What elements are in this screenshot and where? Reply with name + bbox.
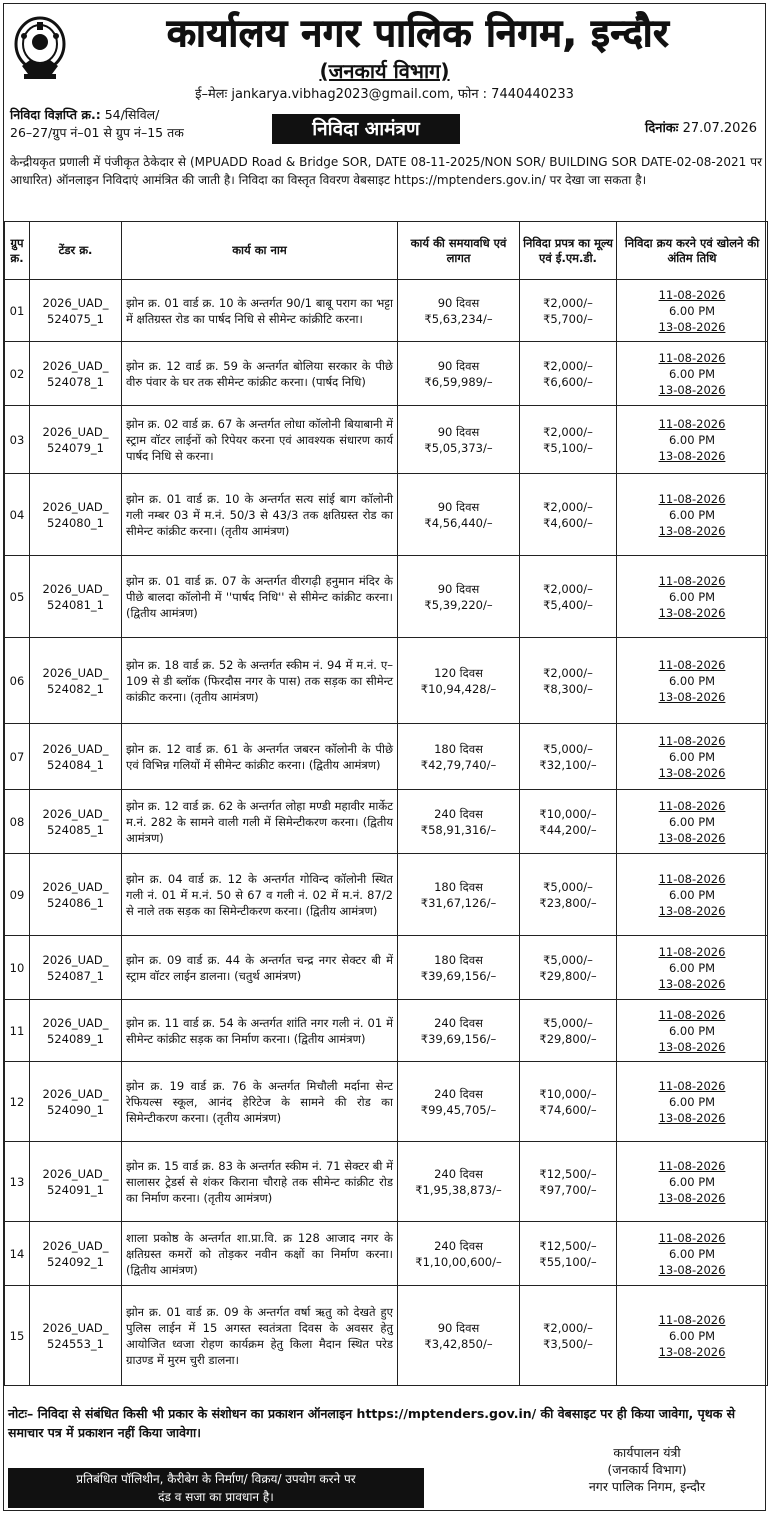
last-time: 6.00 PM	[668, 1246, 716, 1261]
table-row	[5, 1142, 768, 1222]
contact-line: ई–मेलः jankarya.vibhag2023@gmail.com, फोन : 7440440233	[195, 87, 574, 102]
last-time: 6.00 PM	[668, 673, 716, 688]
table-row	[5, 724, 768, 790]
table-row	[5, 854, 768, 936]
last-dates	[617, 342, 768, 406]
tender-number-suffix: 524079_1	[47, 440, 104, 455]
purchase-last-date: 11-08-2026	[658, 287, 726, 302]
work-cost: ₹42,79,740/–	[420, 757, 497, 772]
tender-number-prefix: 2026_UAD_	[42, 1320, 109, 1335]
work-duration: 240 दिवस	[434, 1166, 483, 1181]
group-number: 08	[5, 790, 30, 854]
work-cost: ₹39,69,156/–	[420, 968, 497, 983]
emd-amount: ₹6,600/–	[543, 374, 593, 389]
work-duration: 180 दिवस	[434, 879, 483, 894]
tender-number	[30, 556, 122, 638]
table-row	[5, 474, 768, 556]
fee-emd	[520, 790, 617, 854]
duration-cost	[398, 854, 520, 936]
opening-date: 13-08-2026	[658, 1039, 726, 1054]
opening-date: 13-08-2026	[658, 976, 726, 991]
form-fee: ₹10,000/–	[539, 806, 597, 821]
work-description: झोन क्र. 01 वार्ड क्र. 09 के अन्तर्गत वर्षा ऋतु को देखते हुए पुलिस लाईन में 15 अगस्त स्वतंत्रता दिवस के अवसर हेतु आयोजित ध्वजा रोहण कार्यक्रम हेतु किला मैदान स्थित परेड ग्राउण्ड में मुरम चुरी डालना।	[122, 1286, 398, 1386]
work-duration: 180 दिवस	[434, 741, 483, 756]
work-description: झोन क्र. 01 वार्ड क्र. 07 के अन्तर्गत वीरगढ़ी हनुमान मंदिर के पीछे बालदा कॉलोनी में ''पार्षद निधि'' से सीमेन्ट कांक्रीट करना। (द्वितीय आमंत्रण)	[122, 556, 398, 638]
work-cost: ₹99,45,705/–	[420, 1102, 497, 1117]
purchase-last-date: 11-08-2026	[658, 871, 726, 886]
tender-number-suffix: 524091_1	[47, 1182, 104, 1197]
signature-block	[547, 1444, 747, 1495]
emd-amount: ₹4,600/–	[543, 515, 593, 530]
work-cost: ₹31,67,126/–	[420, 895, 497, 910]
work-description: झोन क्र. 18 वार्ड क्र. 52 के अन्तर्गत स्कीम नं. 94 में म.नं. ए–109 से डी ब्लॉक (फिरदौस नगर के पास) तक सड़क का सीमेन्ट कांक्रीट करना। (तृतीय आमंत्रण)	[122, 638, 398, 724]
opening-date: 13-08-2026	[658, 830, 726, 845]
opening-date: 13-08-2026	[658, 523, 726, 538]
work-duration: 240 दिवस	[434, 806, 483, 821]
opening-date: 13-08-2026	[658, 903, 726, 918]
form-fee: ₹2,000/–	[543, 665, 593, 680]
emd-amount: ₹29,800/–	[539, 968, 597, 983]
table-row	[5, 280, 768, 342]
signatory-title: कार्यपालन यंत्री	[613, 1445, 681, 1460]
work-duration: 120 दिवस	[434, 665, 483, 680]
last-dates	[617, 854, 768, 936]
work-cost: ₹5,05,373/–	[424, 440, 493, 455]
form-fee: ₹2,000/–	[543, 424, 593, 439]
last-time: 6.00 PM	[668, 749, 716, 764]
last-dates	[617, 1062, 768, 1142]
tender-number-prefix: 2026_UAD_	[42, 581, 109, 596]
duration-cost	[398, 638, 520, 724]
tender-number-prefix: 2026_UAD_	[42, 1238, 109, 1253]
last-time: 6.00 PM	[668, 1328, 716, 1343]
tender-number-prefix: 2026_UAD_	[42, 879, 109, 894]
emd-amount: ₹29,800/–	[539, 1031, 597, 1046]
form-fee: ₹2,000/–	[543, 358, 593, 373]
emd-amount: ₹97,700/–	[539, 1182, 597, 1197]
fee-emd	[520, 1142, 617, 1222]
emd-amount: ₹3,500/–	[543, 1336, 593, 1351]
tender-number	[30, 790, 122, 854]
purchase-last-date: 11-08-2026	[658, 798, 726, 813]
tender-number	[30, 1000, 122, 1062]
last-time: 6.00 PM	[668, 1023, 716, 1038]
reference-label: निविदा विज्ञप्ति क्र.:	[10, 107, 101, 122]
tender-number	[30, 638, 122, 724]
opening-date: 13-08-2026	[658, 689, 726, 704]
purchase-last-date: 11-08-2026	[658, 1158, 726, 1173]
tender-number-suffix: 524086_1	[47, 895, 104, 910]
notice-date	[645, 120, 757, 138]
header-tender: टेंडर क्र.	[30, 222, 122, 280]
work-cost: ₹1,95,38,873/–	[415, 1182, 502, 1197]
form-fee: ₹2,000/–	[543, 295, 593, 310]
tender-table	[4, 221, 768, 1386]
work-description: झोन क्र. 01 वार्ड क्र. 10 के अन्तर्गत 90/1 बाबू पराग का भट्टा में क्षतिग्रस्त रोड का पार्षद निधि से सीमेन्ट कांक्रीटि करना।	[122, 280, 398, 342]
last-dates	[617, 474, 768, 556]
banner-line-1: प्रतिबंधित पॉलिथीन, कैरीबेग के निर्माण/ विक्रय/ उपयोग करने पर	[76, 1472, 356, 1486]
tender-number-prefix: 2026_UAD_	[42, 1015, 109, 1030]
notice-heading: निविदा आमंत्रण	[272, 114, 460, 144]
opening-date: 13-08-2026	[658, 765, 726, 780]
tender-notice-page	[3, 3, 766, 1511]
opening-date: 13-08-2026	[658, 448, 726, 463]
group-number: 12	[5, 1062, 30, 1142]
opening-date: 13-08-2026	[658, 605, 726, 620]
form-fee: ₹5,000/–	[543, 1015, 593, 1030]
last-time: 6.00 PM	[668, 589, 716, 604]
tender-number	[30, 1222, 122, 1286]
duration-cost	[398, 280, 520, 342]
table-row	[5, 638, 768, 724]
work-description: झोन क्र. 12 वार्ड क्र. 59 के अन्तर्गत बोलिया सरकार के पीछे वीरु पंवार के घर तक सीमेन्ट कांक्रीट करना। (पार्षद निधि)	[122, 342, 398, 406]
last-dates	[617, 280, 768, 342]
table-row	[5, 1000, 768, 1062]
purchase-last-date: 11-08-2026	[658, 573, 726, 588]
emd-amount: ₹23,800/–	[539, 895, 597, 910]
fee-emd	[520, 342, 617, 406]
last-dates	[617, 936, 768, 1000]
fee-emd	[520, 1062, 617, 1142]
work-duration: 90 दिवस	[437, 295, 480, 310]
form-fee: ₹2,000/–	[543, 1320, 593, 1335]
polythene-ban-banner	[8, 1468, 424, 1508]
emd-amount: ₹74,600/–	[539, 1102, 597, 1117]
last-time: 6.00 PM	[668, 814, 716, 829]
work-cost: ₹4,56,440/–	[424, 515, 493, 530]
work-description: झोन क्र. 11 वार्ड क्र. 54 के अन्तर्गत शांति नगर गली नं. 01 में सीमेन्ट कांक्रीट सड़क का निर्माण करना। (द्वितीय आमंत्रण)	[122, 1000, 398, 1062]
tender-number-prefix: 2026_UAD_	[42, 1166, 109, 1181]
tender-number-suffix: 524075_1	[47, 311, 104, 326]
tender-number-suffix: 524085_1	[47, 822, 104, 837]
notice-header	[4, 8, 765, 104]
emd-amount: ₹55,100/–	[539, 1254, 597, 1269]
fee-emd	[520, 638, 617, 724]
tender-number	[30, 724, 122, 790]
table-row	[5, 936, 768, 1000]
opening-date: 13-08-2026	[658, 1110, 726, 1125]
table-row	[5, 406, 768, 474]
tender-number	[30, 474, 122, 556]
duration-cost	[398, 406, 520, 474]
tender-number	[30, 342, 122, 406]
purchase-last-date: 11-08-2026	[658, 1312, 726, 1327]
tender-number-suffix: 524553_1	[47, 1336, 104, 1351]
fee-emd	[520, 1286, 617, 1386]
work-cost: ₹6,59,989/–	[424, 374, 493, 389]
tender-number-prefix: 2026_UAD_	[42, 665, 109, 680]
fee-emd	[520, 724, 617, 790]
tender-number-suffix: 524080_1	[47, 515, 104, 530]
duration-cost	[398, 1142, 520, 1222]
last-dates	[617, 1222, 768, 1286]
purchase-last-date: 11-08-2026	[658, 657, 726, 672]
fee-emd	[520, 280, 617, 342]
group-number: 02	[5, 342, 30, 406]
table-header-row	[5, 222, 768, 280]
work-cost: ₹5,39,220/–	[424, 597, 493, 612]
form-fee: ₹5,000/–	[543, 879, 593, 894]
banner-line-2: दंड व सजा का प्रावधान है।	[158, 1490, 274, 1504]
header-cost: कार्य की समयावधि एवं लागत	[398, 222, 520, 280]
last-dates	[617, 1000, 768, 1062]
last-time: 6.00 PM	[668, 887, 716, 902]
table-row	[5, 556, 768, 638]
tender-number-suffix: 524081_1	[47, 597, 104, 612]
emd-amount: ₹5,700/–	[543, 311, 593, 326]
date-label: दिनांकः	[644, 121, 679, 136]
purchase-last-date: 11-08-2026	[658, 1007, 726, 1022]
header-work: कार्य का नाम	[122, 222, 398, 280]
last-dates	[617, 638, 768, 724]
purchase-last-date: 11-08-2026	[658, 416, 726, 431]
duration-cost	[398, 1000, 520, 1062]
work-cost: ₹5,63,234/–	[424, 311, 493, 326]
form-fee: ₹5,000/–	[543, 952, 593, 967]
tender-number-prefix: 2026_UAD_	[42, 952, 109, 967]
form-fee: ₹12,500/–	[539, 1166, 597, 1181]
tender-number	[30, 1286, 122, 1386]
tender-number	[30, 1062, 122, 1142]
work-duration: 240 दिवस	[434, 1238, 483, 1253]
table-row	[5, 1286, 768, 1386]
duration-cost	[398, 1062, 520, 1142]
group-number: 10	[5, 936, 30, 1000]
fee-emd	[520, 474, 617, 556]
tender-number-suffix: 524090_1	[47, 1102, 104, 1117]
last-time: 6.00 PM	[668, 960, 716, 975]
header-date: निविदा क्रय करने एवं खोलने की अंतिम तिथि	[617, 222, 768, 280]
last-time: 6.00 PM	[668, 432, 716, 447]
group-number: 15	[5, 1286, 30, 1386]
last-time: 6.00 PM	[668, 1094, 716, 1109]
tender-number-suffix: 524092_1	[47, 1254, 104, 1269]
header-group: ग्रुप क्र.	[5, 222, 30, 280]
department-subtitle: (जनकार्य विभाग)	[319, 59, 450, 83]
form-fee: ₹12,500/–	[539, 1238, 597, 1253]
table-row	[5, 1222, 768, 1286]
fee-emd	[520, 556, 617, 638]
opening-date: 13-08-2026	[658, 1262, 726, 1277]
emd-amount: ₹5,100/–	[543, 440, 593, 455]
tender-number-suffix: 524078_1	[47, 374, 104, 389]
work-duration: 90 दिवस	[437, 424, 480, 439]
tender-number-prefix: 2026_UAD_	[42, 295, 109, 310]
duration-cost	[398, 1222, 520, 1286]
tender-number	[30, 1142, 122, 1222]
purchase-last-date: 11-08-2026	[658, 733, 726, 748]
work-duration: 90 दिवस	[437, 1320, 480, 1335]
tender-number-suffix: 524089_1	[47, 1031, 104, 1046]
duration-cost	[398, 556, 520, 638]
group-number: 14	[5, 1222, 30, 1286]
tender-number	[30, 854, 122, 936]
group-number: 05	[5, 556, 30, 638]
office-title: कार्यालय नगर पालिक निगम, इन्दौर	[166, 11, 670, 55]
tender-number-suffix: 524084_1	[47, 757, 104, 772]
work-description: झोन क्र. 02 वार्ड क्र. 67 के अन्तर्गत लोधा कॉलोनी बियाबानी में स्ट्राम वॉटर लाईनों को रिपेयर करना एवं आवश्यक संधारण कार्य पार्षद निधि से करना।	[122, 406, 398, 474]
duration-cost	[398, 342, 520, 406]
work-duration: 180 दिवस	[434, 952, 483, 967]
emd-amount: ₹8,300/–	[543, 681, 593, 696]
work-cost: ₹10,94,428/–	[420, 681, 497, 696]
fee-emd	[520, 1222, 617, 1286]
tender-number-suffix: 524087_1	[47, 968, 104, 983]
notice-reference	[10, 106, 270, 142]
last-time: 6.00 PM	[668, 507, 716, 522]
group-number: 01	[5, 280, 30, 342]
work-description: झोन क्र. 19 वार्ड क्र. 76 के अन्तर्गत मिचौली मर्दाना सेन्ट रेफियल्स स्कूल, आनंद हेरिटेज के सामने की रोड का सिमेन्टीकरण करना। (तृतीय आमंत्रण)	[122, 1062, 398, 1142]
group-number: 06	[5, 638, 30, 724]
last-dates	[617, 790, 768, 854]
work-description: झोन क्र. 12 वार्ड क्र. 61 के अन्तर्गत जबरन कॉलोनी के पीछे एवं विभिन्न गलियों में सीमेन्ट कांक्रीट करना। (द्वितीय आमंत्रण)	[122, 724, 398, 790]
last-dates	[617, 1286, 768, 1386]
emd-amount: ₹32,100/–	[539, 757, 597, 772]
work-duration: 90 दिवस	[437, 358, 480, 373]
work-duration: 240 दिवस	[434, 1086, 483, 1101]
purchase-last-date: 11-08-2026	[658, 1078, 726, 1093]
last-dates	[617, 406, 768, 474]
work-cost: ₹1,10,00,600/–	[415, 1254, 502, 1269]
opening-date: 13-08-2026	[658, 382, 726, 397]
reference-value: 54/सिविल/	[104, 107, 160, 122]
tender-number-suffix: 524082_1	[47, 681, 104, 696]
last-time: 6.00 PM	[668, 1174, 716, 1189]
purchase-last-date: 11-08-2026	[658, 1230, 726, 1245]
last-dates	[617, 1142, 768, 1222]
fee-emd	[520, 1000, 617, 1062]
last-dates	[617, 724, 768, 790]
work-description: झोन क्र. 09 वार्ड क्र. 44 के अन्तर्गत चन्द्र नगर सेक्टर बी में स्ट्राम वॉटर लाईन डालना। (चतुर्थ आमंत्रण)	[122, 936, 398, 1000]
opening-date: 13-08-2026	[658, 1190, 726, 1205]
tender-number	[30, 936, 122, 1000]
duration-cost	[398, 790, 520, 854]
work-cost: ₹39,69,156/–	[420, 1031, 497, 1046]
form-fee: ₹10,000/–	[539, 1086, 597, 1101]
fee-emd	[520, 406, 617, 474]
table-row	[5, 790, 768, 854]
intro-paragraph: केन्द्रीयकृत प्रणाली में पंजीकृत ठेकेदार से (MPUADD Road & Bridge SOR, DATE 08-11-2025/NON SOR/ BUILDING SOR DATE-02-08-2021 पर आधारित) ऑनलाइन निविदाएं आमंत्रित की जाती है। निविदा का विस्तृत विवरण वेबसाइट https://mptenders.gov.in/ पर देखा जा सकता है।	[10, 155, 762, 187]
work-description: शाला प्रकोष्ठ के अन्तर्गत शा.प्रा.वि. क्र 128 आजाद नगर के क्षतिग्रस्त कमरों को तोड़कर नवीन कक्षों का निर्माण करना। (द्वितीय आमंत्रण)	[122, 1222, 398, 1286]
date-value: 27.07.2026	[682, 121, 757, 136]
duration-cost	[398, 1286, 520, 1386]
group-number: 09	[5, 854, 30, 936]
duration-cost	[398, 724, 520, 790]
tender-number-prefix: 2026_UAD_	[42, 358, 109, 373]
purchase-last-date: 11-08-2026	[658, 350, 726, 365]
purchase-last-date: 11-08-2026	[658, 944, 726, 959]
signatory-organization: नगर पालिक निगम, इन्दौर	[588, 1479, 706, 1494]
work-duration: 240 दिवस	[434, 1015, 483, 1030]
opening-date: 13-08-2026	[658, 319, 726, 334]
tender-number-prefix: 2026_UAD_	[42, 499, 109, 514]
work-description: झोन क्र. 12 वार्ड क्र. 62 के अन्तर्गत लोहा मण्डी महावीर मार्केट म.नं. 282 के सामने वाली गली में सिमेन्टीकरण करना। (द्वितीय आमंत्रण)	[122, 790, 398, 854]
form-fee: ₹2,000/–	[543, 581, 593, 596]
group-number: 07	[5, 724, 30, 790]
footer-note: नोटः– निविदा से संबंधित किसी भी प्रकार के संशोधन का प्रकाशन ऑनलाइन https://mptenders.gov.in/ की वेबसाइट पर ही किया जावेगा, पृथक से समाचार पत्र में प्रकाशन नहीं किया जावेगा।	[8, 1406, 736, 1440]
work-description: झोन क्र. 15 वार्ड क्र. 83 के अन्तर्गत स्कीम नं. 71 सेक्टर बी में सालासर ट्रेडर्स से शंकर किराना चौराहे तक सीमेन्ट कांक्रीट रोड का निर्माण करना। (तृतीय आमंत्रण)	[122, 1142, 398, 1222]
group-number: 04	[5, 474, 30, 556]
tender-number-prefix: 2026_UAD_	[42, 424, 109, 439]
header-fee: निविदा प्रपत्र का मूल्य एवं ई.एम.डी.	[520, 222, 617, 280]
opening-date: 13-08-2026	[658, 1344, 726, 1359]
tender-number	[30, 406, 122, 474]
last-time: 6.00 PM	[668, 303, 716, 318]
work-cost: ₹3,42,850/–	[424, 1336, 493, 1351]
last-time: 6.00 PM	[668, 366, 716, 381]
duration-cost	[398, 936, 520, 1000]
duration-cost	[398, 474, 520, 556]
tender-number-prefix: 2026_UAD_	[42, 806, 109, 821]
form-fee: ₹5,000/–	[543, 741, 593, 756]
form-fee: ₹2,000/–	[543, 499, 593, 514]
work-description: झोन क्र. 04 वार्ड क्र. 12 के अन्तर्गत गोविन्द कॉलोनी स्थित गली नं. 01 में म.नं. 50 से 67 व गली नं. 02 में म.नं. 87/2 से नाले तक सड़क का सिमेन्टीकरण करना। (द्वितीय आमंत्रण)	[122, 854, 398, 936]
work-duration: 90 दिवस	[437, 499, 480, 514]
last-dates	[617, 556, 768, 638]
signatory-department: (जनकार्य विभाग)	[607, 1462, 687, 1477]
table-row	[5, 1062, 768, 1142]
emd-amount: ₹5,400/–	[543, 597, 593, 612]
group-number: 11	[5, 1000, 30, 1062]
fee-emd	[520, 854, 617, 936]
reference-groups: 26–27/ग्रुप नं–01 से ग्रुप नं–15 तक	[10, 125, 184, 140]
group-number: 13	[5, 1142, 30, 1222]
work-cost: ₹58,91,316/–	[420, 822, 497, 837]
tender-number-prefix: 2026_UAD_	[42, 741, 109, 756]
tender-number	[30, 280, 122, 342]
group-number: 03	[5, 406, 30, 474]
tender-number-prefix: 2026_UAD_	[42, 1086, 109, 1101]
table-row	[5, 342, 768, 406]
purchase-last-date: 11-08-2026	[658, 491, 726, 506]
work-duration: 90 दिवस	[437, 581, 480, 596]
emd-amount: ₹44,200/–	[539, 822, 597, 837]
fee-emd	[520, 936, 617, 1000]
work-description: झोन क्र. 01 वार्ड क्र. 10 के अन्तर्गत सत्य सांई बाग कॉलोनी गली नम्बर 03 में म.नं. 50/3 से 43/3 तक क्षतिग्रस्त रोड का सीमेन्ट कांक्रीट करना। (तृतीय आमंत्रण)	[122, 474, 398, 556]
